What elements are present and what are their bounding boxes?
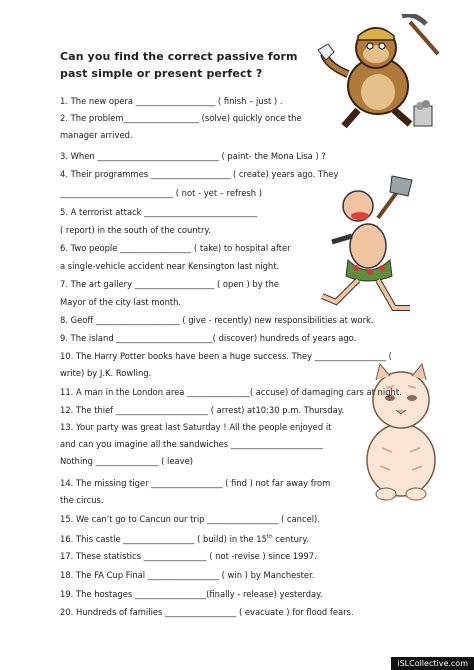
question-14-line-2: the circus. (60, 495, 104, 505)
question-18-text: 18. The FA Cup Final _________________ ( win ) by Manchester. (60, 570, 315, 580)
question-6-line-1: 6. Two people _________________ ( take) to hospital after (60, 243, 291, 253)
question-20-text: 20. Hundreds of families _________________ ( evacuate ) for flood fears. (60, 607, 354, 617)
question-15-text: 15. We can’t go to Cancun our trip _________________ ( cancel). (60, 514, 320, 524)
question-3 (60, 150, 326, 162)
question-15 (60, 513, 320, 525)
question-12-text: 12. The thief ______________________ ( arrest) at10:30 p.m. Thursday. (60, 405, 345, 415)
question-2-line-1: 2. The problem__________________ (solve) quickly once the (60, 113, 302, 123)
question-16-text-end: century. (272, 533, 309, 544)
title-line-2: past simple or present perfect ? (60, 67, 263, 80)
question-18 (60, 569, 314, 581)
question-12 (60, 404, 344, 416)
question-16-text: 16. This castle _________________ ( build) in the 15 (60, 533, 267, 544)
question-4-line-2: ___________________________ ( not - yet – refresh ) (60, 188, 262, 198)
question-13-line-2: and can you imagine all the sandwiches ______________________ (60, 439, 323, 449)
question-13 (60, 421, 331, 467)
question-8 (60, 314, 374, 326)
question-9 (60, 332, 356, 344)
question-10 (60, 350, 392, 379)
question-14-line-1: 14. The missing tiger _________________ ( find ) not far away from (60, 478, 331, 488)
question-4-line-1: 4. Their programmes ___________________ ( create) years ago. They (60, 169, 339, 179)
question-10-line-1: 10. The Harry Potter books have been a huge success. They _________________ ( (60, 351, 392, 361)
question-17-text: 17. These statistics _______________ ( not -revise ) since 1997. (60, 551, 317, 561)
question-19-text: 19. The hostages _________________(finally - release) yesterday. (60, 589, 323, 599)
question-11-text: 11. A man in the London area _______________( accuse) of damaging cars at night. (60, 387, 402, 397)
question-1-text: 1. The new opera ___________________ ( finish – just ) . (60, 96, 283, 106)
question-4 (60, 168, 338, 199)
question-16-superscript: th (266, 534, 273, 540)
question-7-line-2: Mayor of the city last month. (60, 297, 182, 307)
question-14 (60, 477, 330, 506)
question-2 (60, 112, 302, 141)
question-16 (60, 531, 309, 545)
question-2-line-2: manager arrived. (60, 130, 133, 140)
question-13-line-3: Nothing _______________ ( leave) (60, 456, 193, 466)
question-5-line-2: ( report) in the south of the country. (60, 225, 211, 235)
question-1 (60, 95, 282, 107)
question-8-text: 8. Geoff ____________________ ( give - recently) new responsibilities at work. (60, 315, 374, 325)
question-20 (60, 606, 354, 618)
question-7-line-1: 7. The art gallery ___________________ ( open ) by the (60, 279, 280, 289)
question-6-line-2: a single-vehicle accident near Kensington last night. (60, 261, 280, 271)
title-line-1: Can you find the correct passive form (60, 50, 298, 63)
question-5 (60, 206, 257, 236)
question-10-line-2: write) by J.K. Rowling. (60, 368, 152, 378)
tiger-cub-illustration (356, 362, 446, 502)
question-17 (60, 550, 317, 562)
worksheet-title (60, 48, 298, 82)
question-5-line-1: 5. A terrorist attack ___________________________ (60, 207, 258, 217)
question-3-text: 3. When _____________________________ ( paint- the Mona Lisa ) ? (60, 151, 326, 161)
monkey-miner-illustration (318, 14, 442, 134)
question-11 (60, 386, 402, 398)
site-watermark: iSLCollective.com (391, 657, 474, 670)
question-7 (60, 278, 279, 308)
question-6 (60, 242, 291, 272)
question-9-text: 9. The island _______________________( discover) hundreds of years ago. (60, 333, 357, 343)
question-13-line-1: 13. Your party was great last Saturday ! All the people enjoyed it (60, 422, 332, 432)
question-19 (60, 588, 323, 600)
